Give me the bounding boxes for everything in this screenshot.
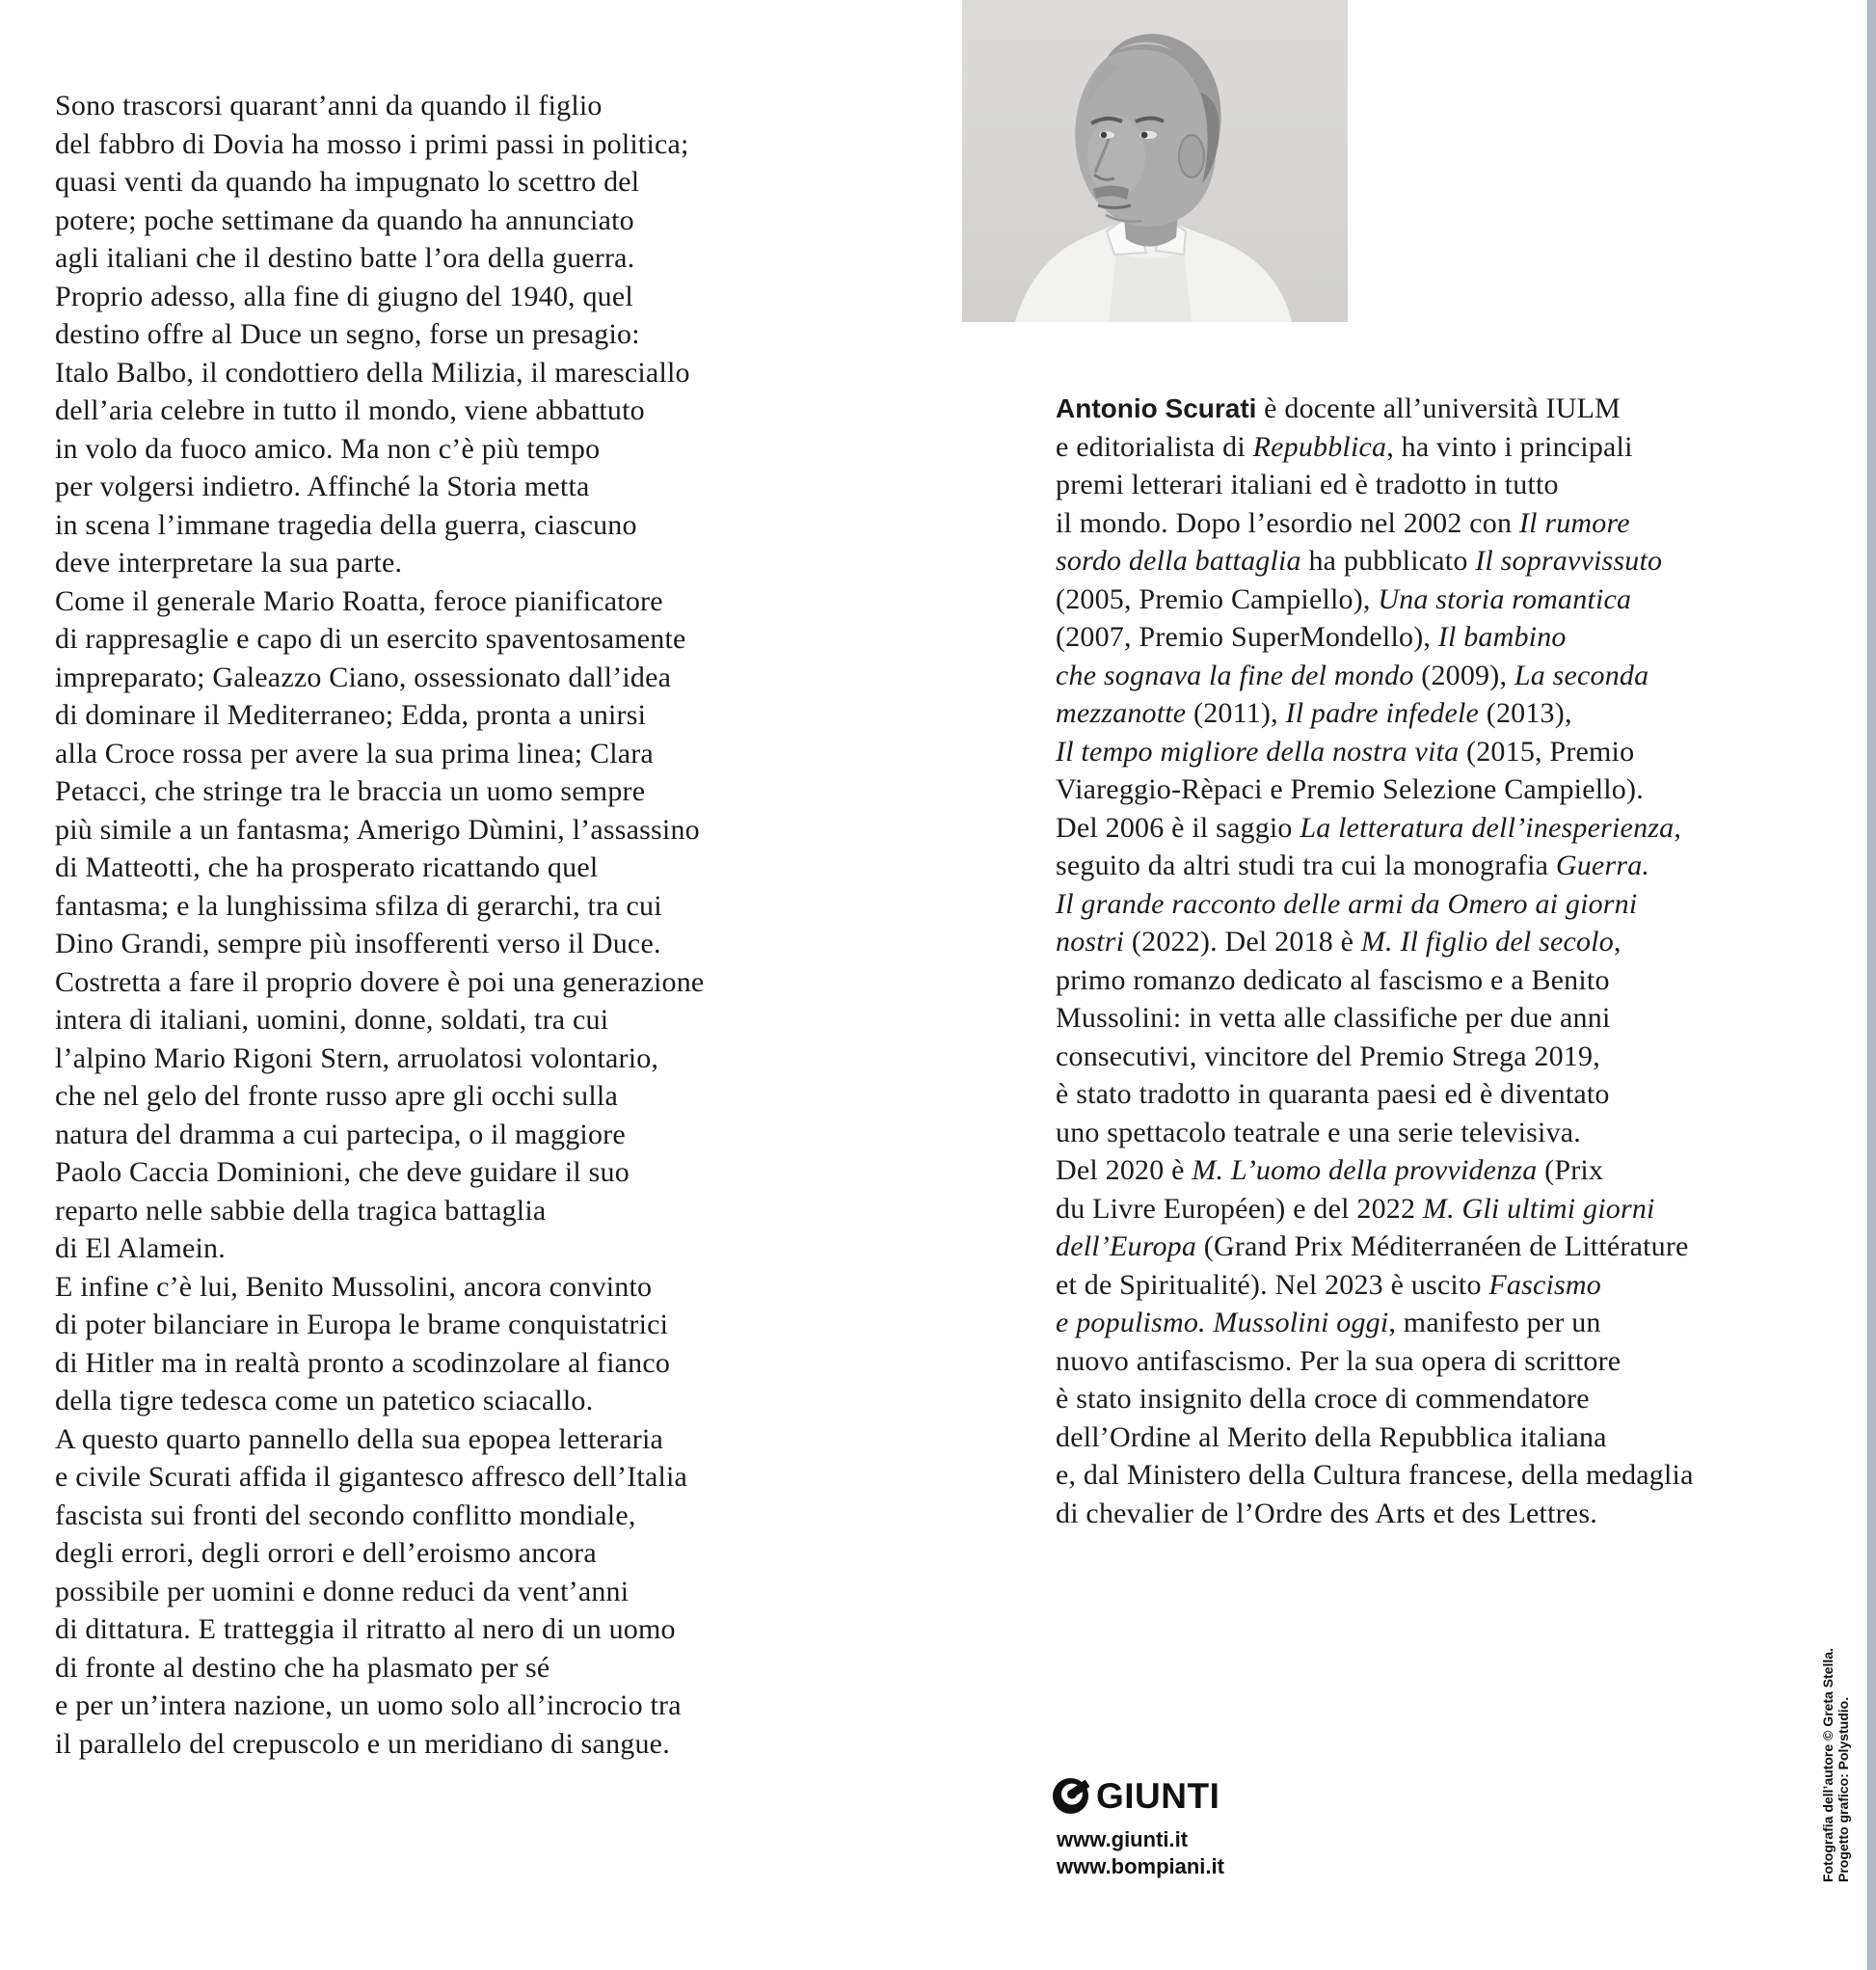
photo-credit: Fotografia dell’autore © Greta Stella.: [1820, 1648, 1836, 1882]
text-line: deve interpretare la sua parte.: [55, 547, 403, 579]
text-line: [1056, 1228, 1808, 1266]
text-line: [1056, 618, 1808, 657]
page-edge-strip: [1867, 0, 1876, 1970]
text-line: per volgersi indietro. Affinché la Storia metta: [55, 471, 590, 502]
text-line: [1056, 580, 1808, 619]
text-line: destino offre al Duce un segno, forse un presagio:: [55, 318, 640, 350]
text-segment: Il grande racconto delle armi da Omero ai giorni: [1056, 887, 1638, 920]
giunti-wordmark: GIUNTI: [1096, 1775, 1220, 1816]
text-segment: ha pubblicato: [1300, 545, 1476, 577]
design-credit: Progetto grafico: Polystudio.: [1836, 1696, 1851, 1882]
text-segment: è stato tradotto in quaranta paesi ed è diventato: [1056, 1078, 1610, 1110]
text-line: potere; poche settimane da quando ha annunciato: [55, 203, 634, 236]
publisher-logo: [1053, 1775, 1219, 1816]
text-line: di Hitler ma in realtà pronto a scodinzolare al fianco: [55, 1346, 671, 1379]
text-line: il parallelo del crepuscolo e un meridiano di sangue.: [55, 1727, 670, 1760]
text-line: della tigre tedesca come un patetico sciacallo.: [55, 1385, 594, 1417]
text-segment: Il bambino: [1437, 621, 1567, 653]
text-line: Italo Balbo, il condottiero della Milizia, il maresciallo: [55, 356, 690, 389]
text-line: Petacci, che stringe tra le braccia un uomo sempre: [55, 775, 646, 807]
text-segment: uno spettacolo teatrale e una serie televisiva.: [1056, 1116, 1582, 1148]
text-line: [1056, 466, 1808, 504]
text-line: di dittatura. E tratteggia il ritratto al nero di un uomo: [55, 1613, 676, 1645]
text-segment: Repubblica: [1252, 430, 1387, 463]
text-line: di dominare il Mediterraneo; Edda, pronta a unirsi: [55, 699, 647, 731]
text-line: [1056, 923, 1808, 961]
author-photo-illustration: [962, 0, 1348, 322]
text-segment: du Livre Européen) e del 2022: [1056, 1192, 1423, 1225]
edition-credits: [1820, 1648, 1851, 1882]
text-line: intera di italiani, uomini, donne, soldati, tra cui: [55, 1004, 609, 1036]
text-segment: , manifesto per un: [1388, 1307, 1601, 1338]
text-line: agli italiani che il destino batte l’ora della guerra.: [55, 242, 635, 274]
publisher-websites: [1057, 1826, 1224, 1880]
text-segment: et de Spiritualité). Nel 2023 è uscito: [1056, 1268, 1489, 1301]
text-line: [1056, 390, 1808, 428]
text-segment: M. Il figlio del secolo: [1360, 926, 1614, 958]
text-line: Costretta a fare il proprio dovere è poi una generazione: [55, 965, 705, 998]
text-segment: M. Gli ultimi giorni: [1422, 1192, 1655, 1225]
text-line: [1056, 1075, 1808, 1114]
text-line: [1056, 1380, 1808, 1418]
text-segment: (2022). Del 2018 è: [1124, 926, 1361, 958]
text-line: [1056, 542, 1808, 580]
text-line: dell’aria celebre in tutto il mondo, viene abbattuto: [55, 394, 645, 426]
text-line: [1056, 847, 1808, 885]
text-line: [1056, 733, 1808, 771]
text-segment: Del 2020 è: [1056, 1154, 1193, 1186]
text-line: di rappresaglie e capo di un esercito spaventosamente: [55, 623, 686, 655]
text-line: [1056, 999, 1808, 1038]
text-segment: consecutivi, vincitore del Premio Strega 2019,: [1056, 1039, 1600, 1072]
text-line: [1056, 1038, 1808, 1076]
text-line: in volo da fuoco amico. Ma non c’è più tempo: [55, 432, 601, 465]
text-line: [1056, 1495, 1808, 1533]
text-line: [1056, 694, 1808, 733]
text-line: [1056, 809, 1808, 848]
text-segment: dell’Europa: [1056, 1230, 1197, 1262]
text-line: di Matteotti, che ha prosperato ricattando quel: [55, 851, 599, 883]
text-line: [1056, 1304, 1808, 1342]
text-line: impreparato; Galeazzo Ciano, ossessionato dall’idea: [55, 661, 672, 693]
text-segment: Mussolini: in vetta alle classifiche per due anni: [1056, 1002, 1611, 1034]
text-line: del fabbro di Dovia ha mosso i primi passi in politica;: [55, 127, 689, 160]
text-segment: (2013),: [1479, 697, 1572, 729]
website-bompiani: www.bompiani.it: [1057, 1854, 1224, 1878]
text-line: e civile Scurati affida il gigantesco affresco dell’Italia: [55, 1461, 688, 1493]
text-line: di El Alamein.: [55, 1232, 226, 1264]
text-line: fantasma; e la lunghissima sfilza di gerarchi, tra cui: [55, 889, 662, 922]
text-segment: M. L’uomo della provvidenza: [1192, 1154, 1538, 1186]
text-segment: Il padre infedele: [1285, 697, 1480, 729]
text-segment: è stato insignito della croce di commendatore: [1056, 1383, 1590, 1415]
text-line: Come il generale Mario Roatta, feroce pianificatore: [55, 584, 663, 617]
text-line: [1056, 1190, 1808, 1228]
text-segment: primo romanzo dedicato al fascismo e a Benito: [1056, 963, 1610, 996]
synopsis-column: [55, 87, 836, 1763]
text-segment: mezzanotte: [1056, 697, 1187, 729]
text-segment: Del 2006 è il saggio: [1056, 811, 1300, 844]
text-line: [1056, 961, 1808, 1000]
text-line: [1056, 1342, 1808, 1381]
text-segment: nuovo antifascismo. Per la sua opera di scrittore: [1056, 1344, 1621, 1377]
text-line: [1056, 428, 1808, 467]
text-line: [1056, 1418, 1808, 1457]
text-line: [1056, 885, 1808, 924]
text-line: fascista sui fronti del secondo conflitto mondiale,: [55, 1498, 636, 1531]
text-line: alla Croce rossa per avere la sua prima linea; Clara: [55, 737, 654, 769]
text-segment: (2007, Premio SuperMondello),: [1056, 621, 1438, 653]
text-line: Proprio adesso, alla fine di giugno del 1940, quel: [55, 280, 633, 312]
text-line: A questo quarto pannello della sua epopea letteraria: [55, 1422, 663, 1455]
text-segment: e, dal Ministero della Cultura francese, della medaglia: [1056, 1459, 1694, 1491]
text-segment: (2011),: [1186, 697, 1286, 729]
text-segment: e editorialista di: [1056, 430, 1253, 463]
text-line: [1056, 504, 1808, 543]
text-segment: Il sopravvissuto: [1475, 545, 1663, 577]
text-line: [1056, 770, 1808, 809]
text-segment: Una storia romantica: [1378, 582, 1632, 615]
text-segment: e populismo. Mussolini oggi: [1056, 1307, 1389, 1338]
text-segment: nostri: [1056, 926, 1125, 958]
text-segment: che sognava la fine del mondo: [1056, 659, 1414, 691]
text-segment: Il rumore: [1518, 506, 1630, 539]
text-line: Dino Grandi, sempre più insofferenti verso il Duce.: [55, 928, 661, 959]
text-line: che nel gelo del fronte russo apre gli occhi sulla: [55, 1080, 618, 1112]
text-line: e per un’intera nazione, un uomo solo all’incrocio tra: [55, 1689, 682, 1721]
text-line: in scena l’immane tragedia della guerra, ciascuno: [55, 508, 637, 541]
text-line: degli errori, degli orrori e dell’eroismo ancora: [55, 1537, 597, 1569]
text-line: Sono trascorsi quarant’anni da quando il figlio: [55, 90, 603, 121]
text-segment: ,: [1674, 811, 1682, 844]
text-segment: Fascismo: [1488, 1268, 1601, 1301]
text-segment: sordo della battaglia: [1056, 545, 1301, 577]
text-line: quasi venti da quando ha impugnato lo scettro del: [55, 166, 640, 198]
text-segment: Il tempo migliore della nostra vita: [1056, 735, 1460, 768]
text-segment: Guerra.: [1555, 850, 1650, 881]
text-segment: La letteratura dell’inesperienza: [1300, 811, 1675, 844]
text-segment: (Grand Prix Méditerranéen de Littérature: [1196, 1230, 1689, 1262]
text-line: reparto nelle sabbie della tragica battaglia: [55, 1194, 547, 1227]
text-line: Paolo Caccia Dominioni, che deve guidare il suo: [55, 1156, 630, 1188]
text-segment: è docente all’università IULM: [1256, 392, 1621, 424]
text-segment: La seconda: [1514, 659, 1649, 691]
text-line: l’alpino Mario Rigoni Stern, arruolatosi volontario,: [55, 1041, 659, 1074]
giunti-logo-icon: [1053, 1776, 1089, 1816]
text-segment: ,: [1613, 926, 1621, 958]
text-line: di fronte al destino che ha plasmato per sé: [55, 1651, 550, 1684]
text-line: più simile a un fantasma; Amerigo Dùmini, l’assassino: [55, 813, 700, 846]
text-segment: dell’Ordine al Merito della Repubblica italiana: [1056, 1420, 1607, 1453]
text-segment: (2009),: [1413, 659, 1514, 691]
text-segment: Antonio Scurati: [1056, 393, 1257, 423]
text-segment: seguito da altri studi tra cui la monografia: [1056, 850, 1556, 881]
text-segment: (2015, Premio: [1459, 735, 1635, 768]
text-segment: il mondo. Dopo l’esordio nel 2002 con: [1056, 506, 1519, 539]
text-line: [1056, 1151, 1808, 1190]
text-line: [1056, 1266, 1808, 1305]
author-photo: [962, 0, 1348, 322]
text-segment: di chevalier de l’Ordre des Arts et des Lettres.: [1056, 1497, 1597, 1529]
text-segment: Viareggio-Rèpaci e Premio Selezione Campiello).: [1056, 773, 1644, 805]
author-bio-column: [1056, 390, 1808, 1532]
text-segment: , ha vinto i principali: [1386, 430, 1633, 463]
text-line: [1056, 1456, 1808, 1495]
text-segment: (Prix: [1537, 1154, 1604, 1186]
website-giunti: www.giunti.it: [1057, 1827, 1189, 1851]
text-line: di poter bilanciare in Europa le brame conquistatrici: [55, 1309, 669, 1340]
text-segment: (2005, Premio Campiello),: [1056, 582, 1379, 615]
text-line: possibile per uomini e donne reduci da vent’anni: [55, 1575, 630, 1607]
text-segment: premi letterari italiani ed è tradotto in tutto: [1056, 469, 1559, 500]
text-line: [1056, 657, 1808, 695]
text-line: [1056, 1114, 1808, 1152]
text-line: natura del dramma a cui partecipa, o il maggiore: [55, 1118, 626, 1150]
text-line: E infine c’è lui, Benito Mussolini, ancora convinto: [55, 1270, 653, 1303]
